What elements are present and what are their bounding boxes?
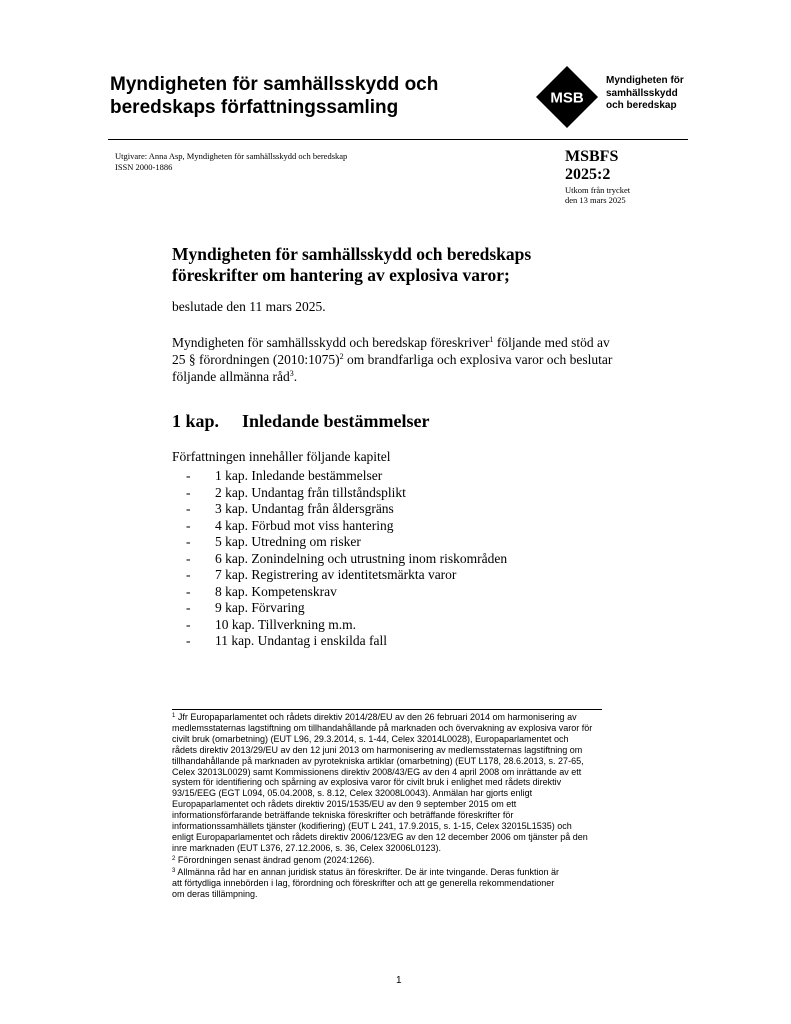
chapter-list-label: 1 kap. Inledande bestämmelser	[215, 468, 383, 483]
chapter-list-label: 4 kap. Förbud mot viss hantering	[215, 517, 394, 533]
msb-logo	[536, 66, 598, 128]
contents-intro: Författningen innehåller följande kapitel	[172, 449, 391, 464]
footnote-text: Jfr Europaparlamentet och rådets direktiv 2014/28/EU av den 26 februari 2014 om harmonisering av	[175, 712, 577, 722]
list-item: - 6 kap. Zonindelning och utrustning inom riskområden	[186, 550, 508, 566]
intro-text: 25 § förordningen (2010:1075)	[172, 352, 340, 367]
footnote-3	[172, 867, 662, 900]
footnote-line: medlemsstaternas lagstiftning om tillhandahållande på marknaden och övervakning av explosiva varor för	[172, 722, 593, 733]
chapter-list-label: 3 kap. Undantag från åldersgräns	[215, 501, 394, 516]
chapter-list-label: 8 kap. Kompetenskrav	[215, 583, 337, 599]
footnote-line	[172, 855, 662, 866]
list-item: - 7 kap. Registrering av identitetsmärkta varor	[186, 567, 457, 582]
intro-text: följande allmänna råd	[172, 369, 290, 384]
chapter-number: 1 kap.	[172, 411, 220, 431]
footnote-2	[172, 855, 662, 866]
series-title	[110, 73, 510, 119]
page-number: 1	[396, 975, 402, 986]
footnote-line: inre marknaden (EUT L376, 27.12.2006, s. 36, Celex 32006L0123).	[172, 842, 442, 853]
chapter-list-label: 9 kap. Förvaring	[215, 600, 305, 615]
list-item: - 10 kap. Tillverkning m.m.	[186, 616, 357, 632]
list-item: - 11 kap. Undantag i enskilda fall	[186, 633, 387, 648]
series-title-line: beredskaps författningssamling	[110, 97, 399, 118]
chapter-list-label: 2 kap. Undantag från tillståndsplikt	[215, 484, 406, 500]
statute-number: 2025:2	[565, 166, 611, 183]
footnote-text: Allmänna råd har en annan juridisk status än föreskrifter. De är inte tvingande. Deras funktion är	[175, 866, 560, 877]
list-item: - 4 kap. Förbud mot viss hantering	[186, 517, 394, 533]
series-title-line: Myndigheten för samhällsskydd och	[110, 74, 439, 95]
agency-name	[606, 75, 684, 113]
list-item: - 1 kap. Inledande bestämmelser	[186, 468, 383, 483]
intro-paragraph	[172, 334, 672, 385]
chapter-list-label: 10 kap. Tillverkning m.m.	[215, 616, 357, 632]
logo-lettering: MSB	[550, 89, 584, 107]
document-title-line: Myndigheten för samhällsskydd och beredskaps	[172, 244, 532, 264]
list-item: - 8 kap. Kompetenskrav	[186, 583, 337, 599]
footnote-ref[interactable]: 3	[289, 369, 294, 378]
chapter-heading	[172, 411, 430, 432]
footnote-divider	[172, 709, 602, 710]
footnote-line: enligt Europaparlamentet och rådets direktiv 2006/123/EG av den 12 december 2006 om tjänster på den	[172, 831, 588, 842]
footnote-line: informationssamhällets tjänster (kodifiering) (EUT L 241, 17.9.2015, s. 1-15, Celex 32015L1535) och	[172, 821, 572, 832]
list-item: - 9 kap. Förvaring	[186, 600, 305, 615]
footnote-line: informationsförfarande beträffande tekniska föreskrifter och beträffande föreskrifter för	[172, 810, 514, 821]
list-item: - 2 kap. Undantag från tillståndsplikt	[186, 484, 406, 500]
publisher-info	[115, 151, 347, 173]
statute-code: MSBFS	[565, 148, 619, 165]
footnote-1	[172, 712, 662, 854]
intro-text: .	[293, 369, 298, 384]
publisher-line: Utgivare: Anna Asp, Myndigheten för samhällsskydd och beredskap	[115, 151, 348, 161]
footnote-line: civilt bruk (omarbetning) (EUT L96, 29.3.2014, s. 1-44, Celex 32014L0028), Europaparlamentet och	[172, 733, 569, 744]
intro-line	[172, 351, 672, 368]
header-divider	[108, 139, 688, 140]
chapter-list-label: 11 kap. Undantag i enskilda fall	[215, 633, 387, 648]
agency-name-line: och beredskap	[606, 100, 677, 111]
chapter-title: Inledande bestämmelser	[242, 411, 430, 431]
chapter-list-label: 7 kap. Registrering av identitetsmärkta varor	[215, 567, 457, 582]
list-item: - 5 kap. Utredning om risker	[186, 534, 361, 549]
footnote-line: om deras tillämpning.	[172, 888, 258, 899]
footnote-line	[172, 712, 662, 723]
footnote-line: Celex 32013L0029) samt Kommissionens direktiv 2008/43/EG av den 4 april 2008 om inrättande av ett	[172, 766, 582, 777]
footnote-text: Förordningen senast ändrad genom (2024:1266).	[175, 854, 375, 865]
footnote-line: Europaparlamentet och rådets direktiv 2015/1535/EU av den 9 september 2015 om ett	[172, 799, 517, 810]
footnote-line: rådets direktiv 2013/29/EU av den 12 juni 2013 om harmonisering av medlemsstaternas lagstiftning om	[172, 744, 583, 755]
footnote-mark: 3	[172, 867, 176, 874]
release-date	[565, 185, 630, 205]
chapter-list-label: 6 kap. Zonindelning och utrustning inom riskområden	[215, 550, 508, 566]
decision-date: beslutade den 11 mars 2025.	[172, 299, 326, 314]
issn-line: ISSN 2000-1886	[115, 162, 173, 172]
intro-text: Myndigheten för samhällsskydd och beredskap föreskriver	[172, 335, 490, 350]
list-item: - 3 kap. Undantag från åldersgräns	[186, 501, 394, 516]
chapter-list	[186, 468, 507, 650]
agency-name-line: samhällsskydd	[606, 87, 678, 99]
release-line: den 13 mars 2025	[565, 195, 626, 205]
release-line: Utkom från trycket	[565, 185, 631, 195]
footnote-ref[interactable]: 2	[339, 352, 344, 361]
intro-text: följande med stöd av	[493, 335, 610, 350]
footnote-line: att förtydliga innebörden i lag, förordning och föreskrifter och att ge generella rekommendationer	[172, 877, 555, 888]
footnote-line: 93/15/EEG (EGT L094, 05.04.2008, s. 8.12, Celex 32008L0043). Anmälan har gjorts enligt	[172, 788, 533, 799]
footnotes	[172, 712, 662, 900]
intro-text: om brandfarliga och explosiva varor och beslutar	[343, 352, 613, 367]
footnote-line	[172, 867, 662, 878]
footnote-ref[interactable]: 1	[489, 335, 494, 344]
document-title-line: föreskrifter om hantering av explosiva varor;	[172, 265, 510, 285]
footnote-mark: 2	[172, 855, 176, 862]
intro-line	[172, 334, 672, 351]
chapter-list-label: 5 kap. Utredning om risker	[215, 534, 361, 549]
footnote-line: system för identifiering och spårning av explosiva varor för civilt bruk i enlighet med rådets direktiv	[172, 777, 562, 788]
agency-name-line: Myndigheten för	[606, 75, 684, 86]
footnote-mark: 1	[172, 713, 176, 719]
statute-number-block	[565, 148, 630, 205]
document-title	[172, 244, 672, 286]
footnote-line: tillhandahållande på marknaden av pyrotekniska artiklar (omarbetning) (EUT L178, 28.6.2013, s. 27-65,	[172, 755, 584, 766]
intro-line	[172, 368, 672, 385]
